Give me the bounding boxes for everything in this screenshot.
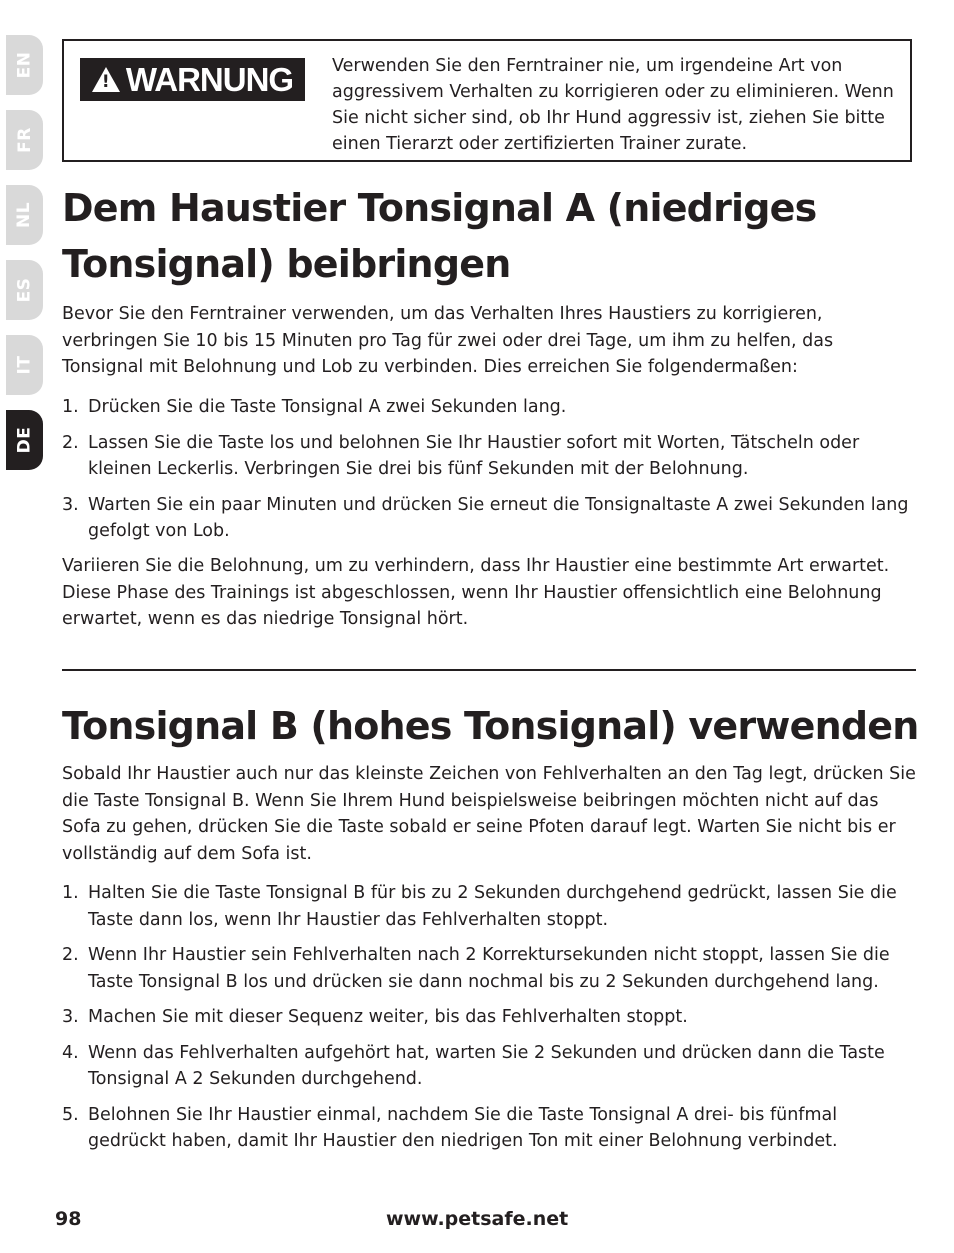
list-item-number: 2. — [62, 432, 79, 453]
list-item — [62, 1102, 918, 1155]
list-item — [62, 880, 918, 933]
section-a-intro: Bevor Sie den Ferntrainer verwenden, um das Verhalten Ihres Haustiers zu korrigieren, verbringen Sie 10 bis 15 Minuten pro Tag für zwei oder drei Tage, um ihm zu helfen, das Tonsignal mit Belohnung und Lob zu verbinden. Dies erreichen Sie folgendermaßen: — [62, 304, 834, 377]
list-item-text: Belohnen Sie Ihr Haustier einmal, nachdem Sie die Taste Tonsignal A drei- bis fünfmal gedrückt haben, damit Ihr Haustier den niedrigen Ton mit einer Belohnung verbindet. — [88, 1104, 838, 1151]
lang-tab-label: DE — [14, 426, 35, 454]
warning-badge-label: WARNUNG — [125, 60, 294, 98]
section-b-title: Tonsignal B (hohes Tonsignal) verwenden — [62, 704, 919, 748]
lang-tab-label: ES — [14, 277, 35, 303]
lang-tab-it[interactable] — [6, 335, 43, 395]
page-number: 98 — [55, 1208, 82, 1230]
section-b-intro: Sobald Ihr Haustier auch nur das kleinste Zeichen von Fehlverhalten an den Tag legt, drücken Sie die Taste Tonsignal B. Wenn Sie Ihrem Hund beispielsweise beibringen möchten nicht auf das Sofa zu gehen, drücken Sie die Taste sobald er seine Pfoten darauf legt. Warten Sie nicht bis er vollständig auf dem Sofa ist. — [62, 764, 916, 864]
warning-text: Verwenden Sie den Ferntrainer nie, um irgendeine Art von aggressivem Verhalten zu korrigieren oder zu eliminieren. Wenn Sie nicht sicher sind, ob Ihr Hund aggressiv ist, ziehen Sie bitte einen Tierarzt oder zertifizierten Trainer zurate. — [332, 56, 894, 154]
lang-tab-es[interactable] — [6, 260, 43, 320]
list-item — [62, 942, 918, 995]
lang-tab-de[interactable] — [6, 410, 43, 470]
warning-triangle-icon — [92, 67, 120, 92]
list-item-text: Halten Sie die Taste Tonsignal B für bis zu 2 Sekunden durchgehend gedrückt, lassen Sie die Taste dann los, wenn Ihr Haustier das Fehlverhalten stoppt. — [88, 883, 897, 930]
list-item-text: Machen Sie mit dieser Sequenz weiter, bis das Fehlverhalten stoppt. — [88, 1007, 688, 1027]
lang-tab-label: IT — [14, 355, 35, 375]
warning-badge — [80, 58, 305, 101]
section-b-steps — [62, 880, 918, 1164]
list-item — [62, 430, 918, 483]
section-divider — [62, 669, 916, 671]
list-item-text: Wenn das Fehlverhalten aufgehört hat, warten Sie 2 Sekunden und drücken dann die Taste Tonsignal A 2 Sekunden durchgehend. — [88, 1042, 885, 1089]
list-item-number: 3. — [62, 1007, 79, 1027]
list-item — [62, 492, 918, 545]
list-item-text: Wenn Ihr Haustier sein Fehlverhalten nach 2 Korrektursekunden nicht stoppt, lassen Sie die Taste Tonsignal B los und drücken sie dann nochmal bis zu 2 Sekunden durchgehend lang. — [88, 945, 890, 992]
lang-tab-label: FR — [14, 127, 35, 153]
list-item-text: Drücken Sie die Taste Tonsignal A zwei Sekunden lang. — [88, 397, 567, 417]
warning-box — [62, 39, 912, 162]
list-item-number: 2. — [62, 945, 79, 965]
list-item-text: Lassen Sie die Taste los und belohnen Sie Ihr Haustier sofort mit Worten, Tätscheln oder kleinen Leckerlis. Verbringen Sie drei bis fünf Sekunden mit der Belohnung. — [88, 432, 860, 479]
lang-tab-fr[interactable] — [6, 110, 43, 170]
section-a-outro: Variieren Sie die Belohnung, um zu verhindern, dass Ihr Haustier eine bestimmte Art erwartet. Diese Phase des Trainings ist abgeschlossen, wenn Ihr Haustier offensichtlich eine Belohnung erwartet, wenn es das niedrige Tonsignal hört. — [62, 556, 890, 629]
list-item-number: 4. — [62, 1042, 79, 1063]
list-item — [62, 394, 918, 421]
lang-tab-en[interactable] — [6, 35, 43, 95]
lang-tab-label: NL — [14, 201, 35, 229]
section-a-title: Dem Haustier Tonsignal A (niedriges Tonsignal) beibringen — [62, 186, 817, 286]
list-item — [62, 1040, 918, 1093]
list-item-text: Warten Sie ein paar Minuten und drücken Sie erneut die Tonsignaltaste A zwei Sekunden lang gefolgt von Lob. — [88, 494, 909, 541]
list-item-number: 1. — [62, 883, 79, 903]
list-item — [62, 1004, 918, 1031]
lang-tab-nl[interactable] — [6, 185, 43, 245]
list-item-number: 5. — [62, 1104, 79, 1125]
lang-tab-label: EN — [14, 51, 35, 79]
list-item-number: 1. — [62, 397, 79, 417]
website-link[interactable]: www.petsafe.net — [386, 1208, 569, 1230]
list-item-number: 3. — [62, 494, 79, 515]
section-a-steps — [62, 394, 918, 554]
